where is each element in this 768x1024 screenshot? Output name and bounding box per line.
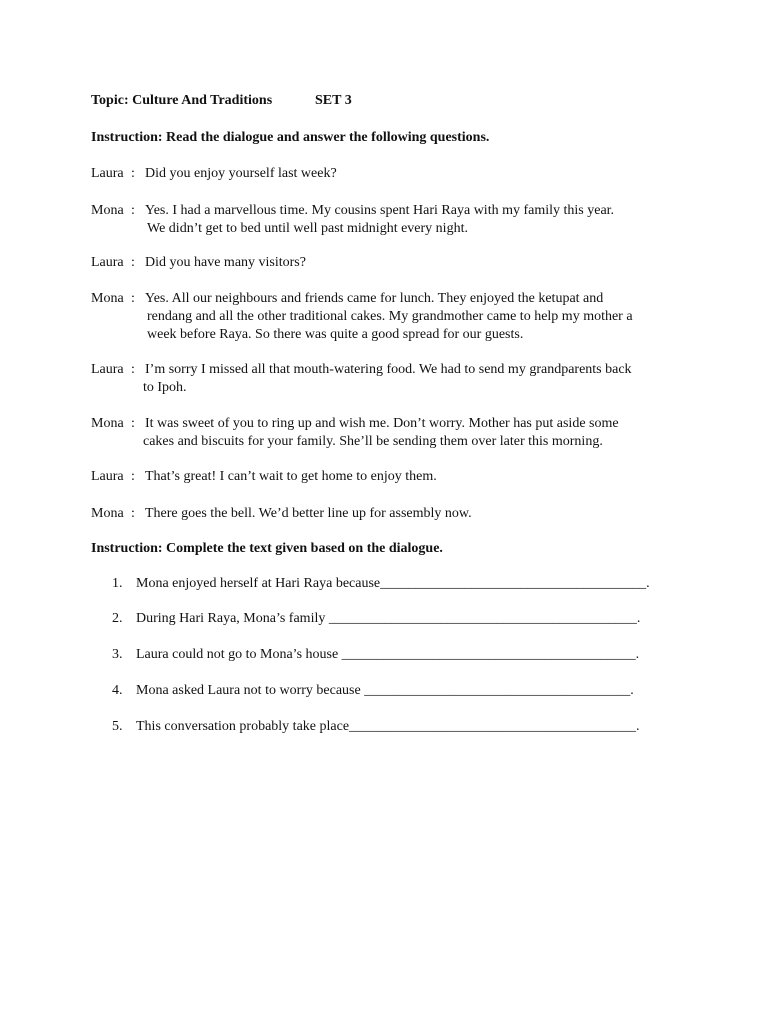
dialogue-line: week before Raya. So there was quite a good spread for our guests. <box>147 327 524 342</box>
dialogue-line: rendang and all the other traditional cakes. My grandmother came to help my mother a <box>147 309 633 324</box>
question-text: This conversation probably take place_________________________________________. <box>136 719 640 734</box>
question-item <box>112 576 650 592</box>
instruction-complete-text: Instruction: Complete the text given based on the dialogue. <box>91 541 443 556</box>
dialogue-line: That’s great! I can’t wait to get home to enjoy them. <box>145 469 437 484</box>
speaker-name: Mona <box>91 203 124 218</box>
speaker-name: Mona <box>91 506 124 521</box>
question-text: Laura could not go to Mona’s house __________________________________________. <box>136 647 640 662</box>
question-text: Mona enjoyed herself at Hari Raya because______________________________________. <box>136 576 650 591</box>
question-item <box>112 611 640 627</box>
dialogue-line: cakes and biscuits for your family. She’ll be sending them over later this morning. <box>143 434 603 449</box>
question-number: 2. <box>112 611 123 626</box>
speaker-name: Laura <box>91 469 124 484</box>
dialogue-line: There goes the bell. We’d better line up for assembly now. <box>145 506 472 521</box>
question-number: 5. <box>112 719 123 734</box>
question-text: Mona asked Laura not to worry because ______________________________________. <box>136 683 634 698</box>
question-item <box>112 719 640 735</box>
set-label: SET 3 <box>315 93 352 108</box>
speaker-name: Mona <box>91 291 124 306</box>
speaker-colon: : <box>131 255 135 270</box>
dialogue-line: to Ipoh. <box>143 380 187 395</box>
speaker-colon: : <box>131 469 135 484</box>
dialogue-line: Yes. All our neighbours and friends came for lunch. They enjoyed the ketupat and <box>145 291 604 306</box>
dialogue-line: Did you have many visitors? <box>145 255 306 270</box>
speaker-colon: : <box>131 416 135 431</box>
speaker-colon: : <box>131 362 135 377</box>
question-number: 1. <box>112 576 123 591</box>
dialogue-line: Did you enjoy yourself last week? <box>145 166 337 181</box>
speaker-name: Laura <box>91 255 124 270</box>
speaker-name: Laura <box>91 166 124 181</box>
dialogue-line: It was sweet of you to ring up and wish me. Don’t worry. Mother has put aside some <box>145 416 619 431</box>
question-item <box>112 683 634 699</box>
question-number: 4. <box>112 683 123 698</box>
speaker-name: Laura <box>91 362 124 377</box>
question-text: During Hari Raya, Mona’s family ____________________________________________. <box>136 611 641 626</box>
dialogue-line: I’m sorry I missed all that mouth-watering food. We had to send my grandparents back <box>145 362 632 377</box>
speaker-colon: : <box>131 166 135 181</box>
instruction-read-dialogue: Instruction: Read the dialogue and answer the following questions. <box>91 130 490 145</box>
speaker-colon: : <box>131 506 135 521</box>
dialogue-line: Yes. I had a marvellous time. My cousins spent Hari Raya with my family this year. <box>145 203 615 218</box>
question-item <box>112 647 639 663</box>
speaker-name: Mona <box>91 416 124 431</box>
question-number: 3. <box>112 647 123 662</box>
topic-title: Topic: Culture And Traditions <box>91 93 273 108</box>
speaker-colon: : <box>131 203 135 218</box>
speaker-colon: : <box>131 291 135 306</box>
dialogue-line: We didn’t get to bed until well past midnight every night. <box>147 221 468 236</box>
